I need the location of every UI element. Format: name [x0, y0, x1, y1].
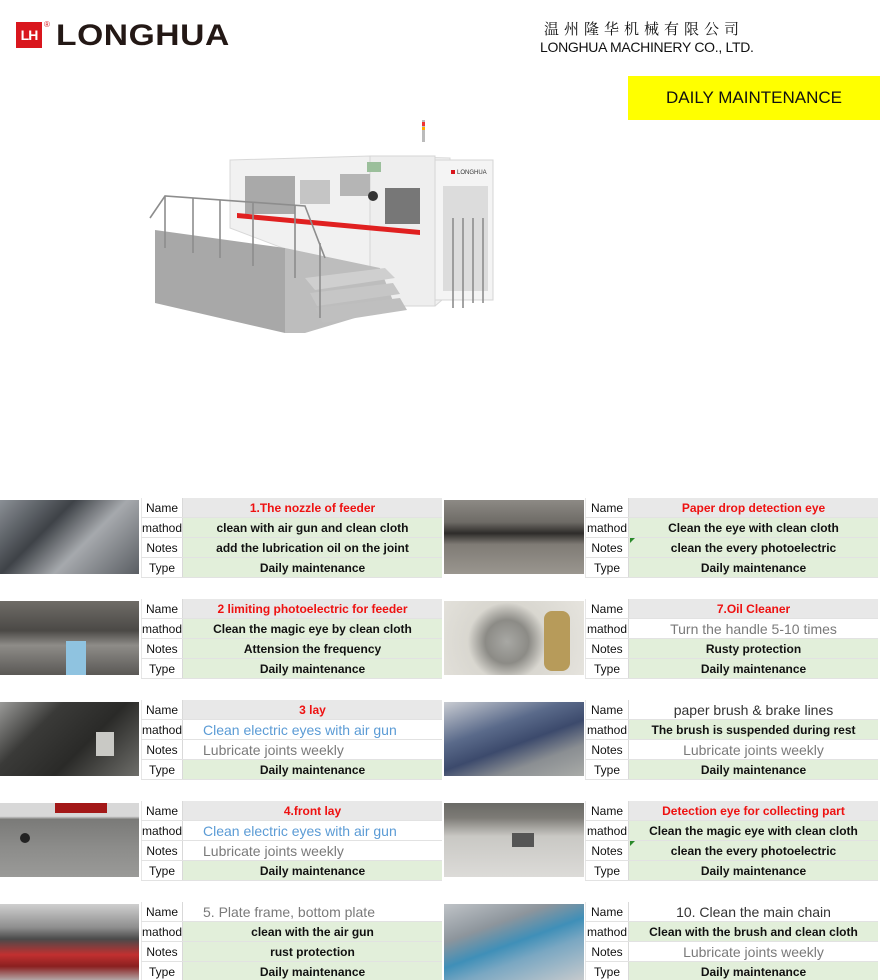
- method-label: mathod: [585, 619, 629, 638]
- item-notes: Rusty protection: [629, 639, 878, 658]
- type-label: Type: [141, 659, 183, 678]
- method-label: mathod: [141, 821, 183, 840]
- plate-frame-photo: [0, 904, 139, 980]
- method-label: mathod: [141, 518, 183, 537]
- item-method: clean with the air gun: [183, 922, 442, 941]
- notes-label: Notes: [141, 942, 183, 961]
- cell-comment-indicator: [630, 538, 635, 543]
- item-method: Clean the magic eye with clean cloth: [629, 821, 878, 840]
- item-name: 2 limiting photoelectric for feeder: [183, 599, 442, 618]
- item-name: 10. Clean the main chain: [629, 902, 878, 921]
- brand-logo: [16, 19, 230, 52]
- brass-fitting: [544, 611, 570, 671]
- notes-label: Notes: [141, 841, 183, 860]
- maintenance-item-10: [442, 902, 878, 980]
- lay-photo: [0, 702, 139, 776]
- method-label: mathod: [141, 720, 183, 739]
- name-label: Name: [141, 599, 183, 618]
- company-info: [540, 20, 754, 56]
- blue-tag: [66, 641, 86, 675]
- item-name: 5. Plate frame, bottom plate: [183, 902, 442, 921]
- method-label: mathod: [585, 821, 629, 840]
- paper-brush-photo: [444, 702, 584, 776]
- daily-maintenance-banner: DAILY MAINTENANCE: [628, 76, 880, 120]
- item-name: Paper drop detection eye: [629, 498, 878, 517]
- item-type: Daily maintenance: [629, 659, 878, 678]
- notes-label: Notes: [585, 639, 629, 658]
- maintenance-item-1: [0, 498, 442, 578]
- red-part: [55, 803, 107, 813]
- company-name-chinese: 温州隆华机械有限公司: [544, 20, 745, 38]
- cell-comment-indicator: [630, 841, 635, 846]
- item-type: Daily maintenance: [183, 861, 442, 880]
- notes-label: Notes: [141, 740, 183, 759]
- item-type: Daily maintenance: [629, 861, 878, 880]
- screw-hole: [20, 833, 30, 843]
- type-label: Type: [585, 760, 629, 779]
- item-type: Daily maintenance: [629, 760, 878, 779]
- main-chain-photo: [444, 904, 584, 980]
- front-lay-photo: [0, 803, 139, 877]
- item-notes: clean the every photoelectric: [629, 841, 878, 860]
- method-label: mathod: [585, 720, 629, 739]
- name-label: Name: [585, 599, 629, 618]
- type-label: Type: [585, 861, 629, 880]
- item-notes: Lubricate joints weekly: [183, 740, 442, 759]
- item-notes: clean the every photoelectric: [629, 538, 878, 557]
- type-label: Type: [585, 962, 629, 980]
- maintenance-item-8: [442, 801, 878, 881]
- item-method: Clean electric eyes with air gun: [183, 821, 442, 840]
- name-label: Name: [585, 801, 629, 820]
- name-label: Name: [585, 902, 629, 921]
- item-method: The brush is suspended during rest: [629, 720, 878, 739]
- logo-mark-icon: LH: [16, 22, 42, 48]
- item-notes: Lubricate joints weekly: [183, 841, 442, 860]
- brand-name: LONGHUA: [55, 19, 230, 52]
- method-label: mathod: [141, 619, 183, 638]
- company-name-english: LONGHUA MACHINERY CO., LTD.: [540, 39, 754, 55]
- item-type: Daily maintenance: [629, 558, 878, 577]
- item-method: Clean the magic eye by clean cloth: [183, 619, 442, 638]
- item-name: Detection eye for collecting part: [629, 801, 878, 820]
- type-label: Type: [585, 558, 629, 577]
- registered-mark: ®: [44, 20, 50, 29]
- name-label: Name: [141, 498, 183, 517]
- name-label: Name: [141, 801, 183, 820]
- item-type: Daily maintenance: [629, 962, 878, 980]
- method-label: mathod: [141, 922, 183, 941]
- notes-label: Notes: [141, 639, 183, 658]
- sensor-housing: [512, 833, 534, 847]
- type-label: Type: [141, 760, 183, 779]
- item-notes: Attension the frequency: [183, 639, 442, 658]
- item-type: Daily maintenance: [183, 962, 442, 980]
- notes-label: Notes: [141, 538, 183, 557]
- maintenance-item-3: [0, 599, 442, 679]
- item-name: 7.Oil Cleaner: [629, 599, 878, 618]
- notes-label: Notes: [585, 740, 629, 759]
- machine-image: [145, 118, 510, 338]
- item-method: Clean the eye with clean cloth: [629, 518, 878, 537]
- type-label: Type: [141, 558, 183, 577]
- feeder-nozzle-photo: [0, 500, 139, 574]
- svg-text:LONGHUA: LONGHUA: [457, 170, 487, 176]
- item-name: 1.The nozzle of feeder: [183, 498, 442, 517]
- item-notes: rust protection: [183, 942, 442, 961]
- item-method: clean with air gun and clean cloth: [183, 518, 442, 537]
- sensor-block: [96, 732, 114, 756]
- paper-drop-eye-photo: [444, 500, 584, 574]
- item-name: paper brush & brake lines: [629, 700, 878, 719]
- maintenance-item-9: [0, 902, 442, 980]
- limiting-photoelectric-photo: [0, 601, 139, 675]
- type-label: Type: [141, 962, 183, 980]
- method-label: mathod: [585, 922, 629, 941]
- item-notes: add the lubrication oil on the joint: [183, 538, 442, 557]
- oil-cleaner-photo: [444, 601, 584, 675]
- maintenance-item-7: [0, 801, 442, 881]
- item-name: 3 lay: [183, 700, 442, 719]
- item-type: Daily maintenance: [183, 760, 442, 779]
- type-label: Type: [585, 659, 629, 678]
- maintenance-item-4: [442, 599, 878, 679]
- item-method: Clean electric eyes with air gun: [183, 720, 442, 739]
- item-type: Daily maintenance: [183, 659, 442, 678]
- item-method: Turn the handle 5-10 times: [629, 619, 878, 638]
- maintenance-item-2: [442, 498, 878, 578]
- name-label: Name: [585, 700, 629, 719]
- name-label: Name: [141, 700, 183, 719]
- notes-label: Notes: [585, 538, 629, 557]
- collecting-eye-photo: [444, 803, 584, 877]
- item-name: 4.front lay: [183, 801, 442, 820]
- item-method: Clean with the brush and clean cloth: [629, 922, 878, 941]
- method-label: mathod: [585, 518, 629, 537]
- notes-label: Notes: [585, 841, 629, 860]
- name-label: Name: [141, 902, 183, 921]
- item-notes: Lubricate joints weekly: [629, 740, 878, 759]
- notes-label: Notes: [585, 942, 629, 961]
- maintenance-item-6: [442, 700, 878, 780]
- name-label: Name: [585, 498, 629, 517]
- item-notes: Lubricate joints weekly: [629, 942, 878, 961]
- type-label: Type: [141, 861, 183, 880]
- item-type: Daily maintenance: [183, 558, 442, 577]
- maintenance-item-5: [0, 700, 442, 780]
